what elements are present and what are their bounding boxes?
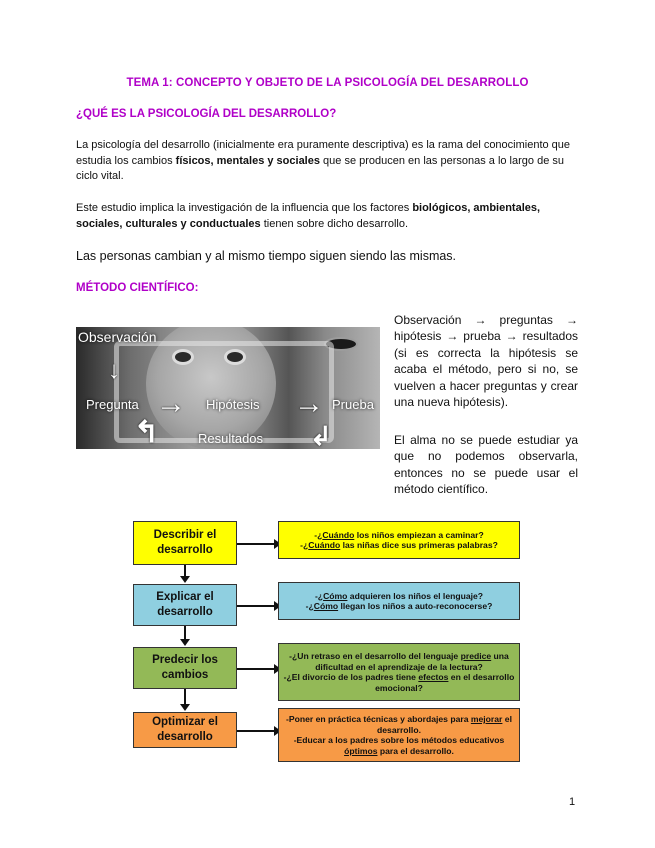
goal-box-3: Predecir los cambios xyxy=(133,647,237,689)
goal-box-1: Describir el desarrollo xyxy=(133,521,237,565)
example-text-post: los niños empiezan a caminar? xyxy=(354,529,484,540)
arrow-down-icon: ↓ xyxy=(108,357,120,384)
example-text-pre: -Poner en práctica técnicas y abordajes para xyxy=(286,714,471,724)
page-number: 1 xyxy=(569,796,576,808)
example-text-post: las niñas dice sus primeras palabras? xyxy=(340,540,498,550)
example-line xyxy=(315,591,483,602)
example-line xyxy=(283,735,515,756)
arrow-down-icon xyxy=(184,689,186,705)
example-text-pre: -¿El divorcio de los padres tiene xyxy=(283,672,419,682)
example-text-pre: -Educar a los padres sobre los métodos educativos xyxy=(293,735,505,745)
example-text-post: en el desarrollo emocional? xyxy=(375,672,515,693)
image-label-resultados: Resultados xyxy=(198,431,264,446)
example-text-u: predice xyxy=(460,651,492,661)
goal-box-2: Explicar el desarrollo xyxy=(133,584,237,626)
section-heading-what-is: ¿QUÉ ES LA PSICOLOGÍA DEL DESARROLLO? xyxy=(76,108,337,120)
image-label-observacion: Observación xyxy=(78,329,157,345)
example-line xyxy=(300,540,498,551)
arrow-right-icon xyxy=(237,543,275,545)
goal-examples-box-3 xyxy=(278,643,520,701)
arrow-right-icon: → xyxy=(156,387,186,420)
arrow-down-icon xyxy=(184,626,186,640)
example-text-u: Cómo xyxy=(323,590,348,601)
arrow-right-icon xyxy=(237,668,275,670)
paragraph-definition-bold: físicos, mentales y sociales xyxy=(175,154,320,167)
example-text-u: Cuándo xyxy=(322,529,355,540)
paragraph-factors-bold: biológicos, ambientales, sociales, culturales y conductuales xyxy=(76,202,541,230)
example-line xyxy=(283,714,515,735)
method-soul-note: El alma no se puede estudiar ya que no podemos observarla, entonces no se puede usar el método científico. xyxy=(394,433,578,497)
arrow-down-icon xyxy=(184,565,186,577)
method-description: Observación → preguntas → hipótesis → prueba → resultados (si es correcta la hipótesis se acaba el método, pero si no, se vuelven a hacer preguntas y crear una nueva hipótesis). xyxy=(394,313,578,410)
goal-box-4: Optimizar el desarrollo xyxy=(133,712,237,748)
example-text-pre: -¿ xyxy=(305,601,314,611)
example-text-u: Cómo xyxy=(313,601,339,611)
scientific-method-image xyxy=(76,327,380,449)
paragraph-factors-text-a: Este estudio implica la investigación de la influencia que los factores xyxy=(76,202,413,214)
curved-arrow-up-icon: ↰ xyxy=(134,416,160,449)
example-line xyxy=(314,530,484,541)
page-title: TEMA 1: CONCEPTO Y OBJETO DE LA PSICOLOGÍA DEL DESARROLLO xyxy=(126,77,529,89)
example-text-post: para el desarrollo. xyxy=(377,745,454,756)
example-text-pre: -¿Un retraso en el desarrollo del lenguaje xyxy=(289,651,461,661)
example-text-u: Cuándo xyxy=(308,540,341,550)
paragraph-factors xyxy=(76,201,581,232)
example-text-post: llegan los niños a auto-reconocerse? xyxy=(338,601,493,611)
example-line xyxy=(283,672,515,693)
example-line xyxy=(306,601,493,612)
example-text-pre: -¿ xyxy=(314,529,323,540)
example-text-post: adquieren los niños el lenguaje? xyxy=(347,590,484,601)
paragraph-definition xyxy=(76,138,581,185)
goal-examples-box-1 xyxy=(278,521,520,559)
example-text-pre: -¿ xyxy=(314,590,324,601)
example-text-post: el desarrollo. xyxy=(377,714,512,735)
image-label-hipotesis: Hipótesis xyxy=(206,397,260,412)
goal-examples-box-4 xyxy=(278,708,520,762)
example-text-u: óptimos xyxy=(344,745,378,756)
curved-arrow-down-icon: ↲ xyxy=(310,421,332,449)
paragraph-definition-text-c: que se producen en las personas a lo largo de su ciclo vital. xyxy=(76,154,564,182)
goal-examples-box-2 xyxy=(278,582,520,620)
arrow-right-icon-2: → xyxy=(294,387,324,420)
image-label-pregunta: Pregunta xyxy=(86,397,139,412)
example-text-u: efectos xyxy=(418,672,449,682)
example-text-pre: -¿ xyxy=(300,540,309,550)
section-heading-method: MÉTODO CIENTÍFICO: xyxy=(76,282,199,294)
paragraph-definition-text-a: La psicología del desarrollo (inicialmente era puramente descriptiva) es la rama del conocimiento que estudia los cambios xyxy=(76,139,571,167)
paragraph-factors-text-c: tienen sobre dicho desarrollo. xyxy=(260,217,409,230)
arrow-right-icon xyxy=(237,730,275,732)
example-line xyxy=(283,651,515,672)
example-text-post: una dificultad en el aprendizaje de la lectura? xyxy=(315,651,509,672)
arrow-right-icon xyxy=(237,605,275,607)
example-text-u: mejorar xyxy=(470,714,503,724)
image-label-prueba: Prueba xyxy=(332,397,374,412)
paragraph-change: Las personas cambian y al mismo tiempo siguen siendo las mismas. xyxy=(76,249,457,263)
